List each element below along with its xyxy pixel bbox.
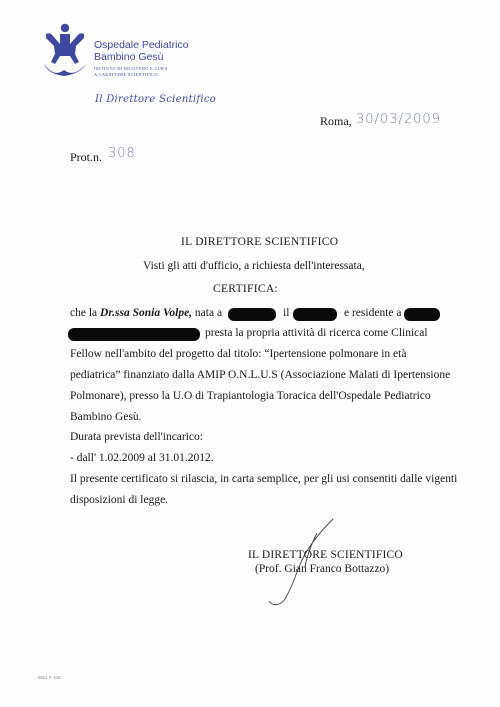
redaction-address [68, 328, 200, 341]
body-line-10: disposizioni di legge. [70, 494, 169, 506]
body-line-2: presta la propria attività di ricerca come Clinical [205, 327, 428, 339]
signature-title: IL DIRETTORE SCIENTIFICO [248, 549, 403, 561]
body-heading: IL DIRETTORE SCIENTIFICO [181, 236, 339, 248]
body-line-3: Fellow nell'ambito del progetto dal titolo: “Ipertensione polmonare in età [70, 348, 407, 360]
body-line-4: pediatrica” finanziato dalla AMIP O.N.L.U.S (Associazione Malati di Ipertensione [70, 369, 451, 381]
line1-residence: e residente a [344, 307, 402, 319]
department-heading: Il Direttore Scientifico [95, 94, 217, 105]
handwritten-protocol-number: 308 [108, 146, 136, 161]
line1-il: il [283, 307, 290, 319]
body-line-6: Bambino Gesù. [70, 411, 142, 423]
org-subtitle-line1: ISTITUTO DI RICOVERO E CURA [94, 66, 168, 71]
form-code: Mod. F 416 [38, 675, 61, 680]
subject-name: Dr.ssa Sonia Volpe, [100, 307, 193, 319]
redaction-birthplace [228, 308, 276, 321]
body-line-9: Il presente certificato si rilascia, in carta semplice, per gli usi consentiti dalle vigenti [70, 473, 458, 485]
signature-name: (Prof. Gian Franco Bottazzo) [255, 563, 390, 575]
org-subtitle [94, 66, 168, 77]
org-name [94, 39, 189, 63]
protocol-label: Prot.n. [70, 150, 103, 164]
redaction-residence-city [404, 308, 440, 321]
body-line-8: - dall' 1.02.2009 al 31.01.2012. [70, 452, 214, 464]
visti-line: Visti gli atti d'ufficio, a richiesta dell'interessata, [143, 260, 365, 272]
handwritten-date: 30/03/2009 [356, 112, 441, 127]
place-label: Roma, [320, 114, 352, 128]
hospital-logo-icon [40, 22, 88, 78]
org-name-line2: Bambino Gesù [94, 51, 164, 63]
body-line-5: Polmonare), presso la U.O di Trapiantologia Toracica dell'Ospedale Pediatrico [70, 390, 431, 402]
body-line-1 [70, 307, 222, 319]
line1-intro: che la [70, 307, 98, 319]
org-name-line1: Ospedale Pediatrico [94, 39, 189, 51]
org-subtitle-line2: A CARATTERE SCIENTIFICO [94, 71, 158, 77]
certifica-heading: CERTIFICA: [213, 283, 278, 295]
line1-born: nata a [194, 307, 223, 319]
body-line-7: Durata prevista dell'incarico: [70, 431, 203, 443]
redaction-birthdate [293, 308, 337, 321]
